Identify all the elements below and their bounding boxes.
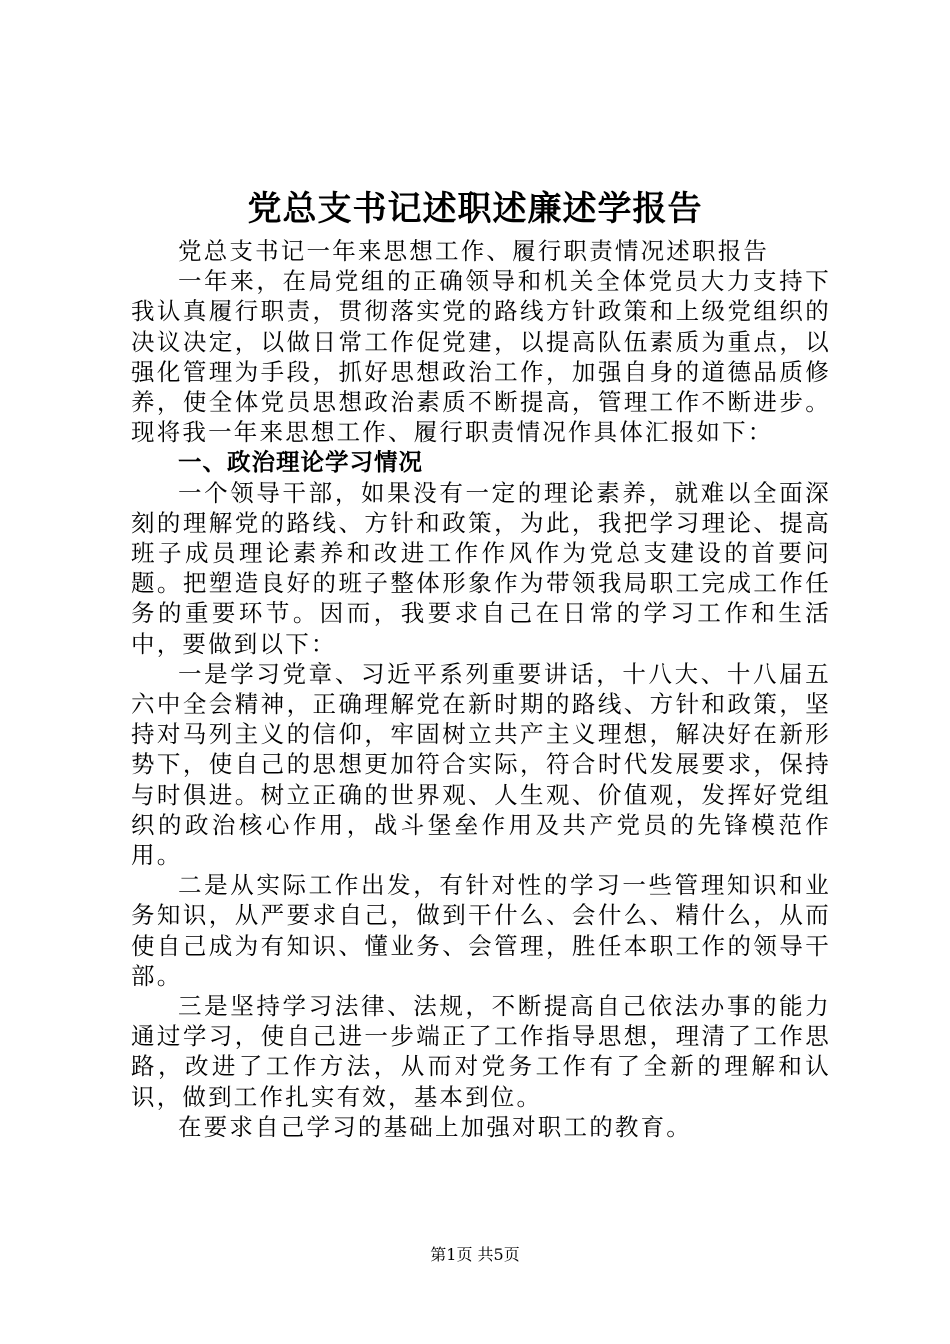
report-subtitle-paragraph: 党总支书记一年来思想工作、履行职责情况述职报告	[178, 237, 770, 265]
intro-paragraph: 一年来，在局党组的正确领导和机关全体党员大力支持下我认真履行职责，贯彻落实党的路线方针政策和上级党组织的决议决定，以做日常工作促党建，以提高队伍素质为重点，以强化管理为手段，抓好思想政治工作，加强自身的道德品质修养，使全体党员思想政治素质不断提高，管理工作不断进步。现将我一年来思想工作、履行职责情况作具体汇报如下：	[131, 267, 831, 447]
page-number-footer: 第1页 共5页	[430, 1245, 520, 1264]
document-title: 党总支书记述职述廉述学报告	[247, 189, 703, 229]
body-paragraph: 三是坚持学习法律、法规，不断提高自己依法办事的能力通过学习，使自己进一步端正了工作指导思想，理清了工作思路，改进了工作方法，从而对党务工作有了全新的理解和认识，做到工作扎实有效，基本到位。	[131, 992, 831, 1111]
section-heading: 一、政治理论学习情况	[178, 448, 423, 477]
body-paragraph: 在要求自己学习的基础上加强对职工的教育。	[178, 1112, 692, 1141]
document-body	[131, 236, 831, 1142]
body-paragraph: 二是从实际工作出发，有针对性的学习一些管理知识和业务知识，从严要求自己，做到干什么、会什么、精什么，从而使自己成为有知识、懂业务、会管理，胜任本职工作的领导干部。	[131, 871, 831, 990]
body-paragraph: 一是学习党章、习近平系列重要讲话，十八大、十八届五六中全会精神，正确理解党在新时期的路线、方针和政策，坚持对马列主义的信仰，牢固树立共产主义理想，解决好在新形势下，使自己的思想更加符合实际，符合时代发展要求，保持与时俱进。树立正确的世界观、人生观、价值观，发挥好党组织的政治核心作用，战斗堡垒作用及共产党员的先锋模范作用。	[131, 659, 831, 870]
body-paragraph: 一个领导干部，如果没有一定的理论素养，就难以全面深刻的理解党的路线、方针和政策，为此，我把学习理论、提高班子成员理论素养和改进工作作风作为党总支建设的首要问题。把塑造良好的班子整体形象作为带领我局职工完成工作任务的重要环节。因而，我要求自己在日常的学习工作和生活中，要做到以下：	[131, 478, 831, 658]
